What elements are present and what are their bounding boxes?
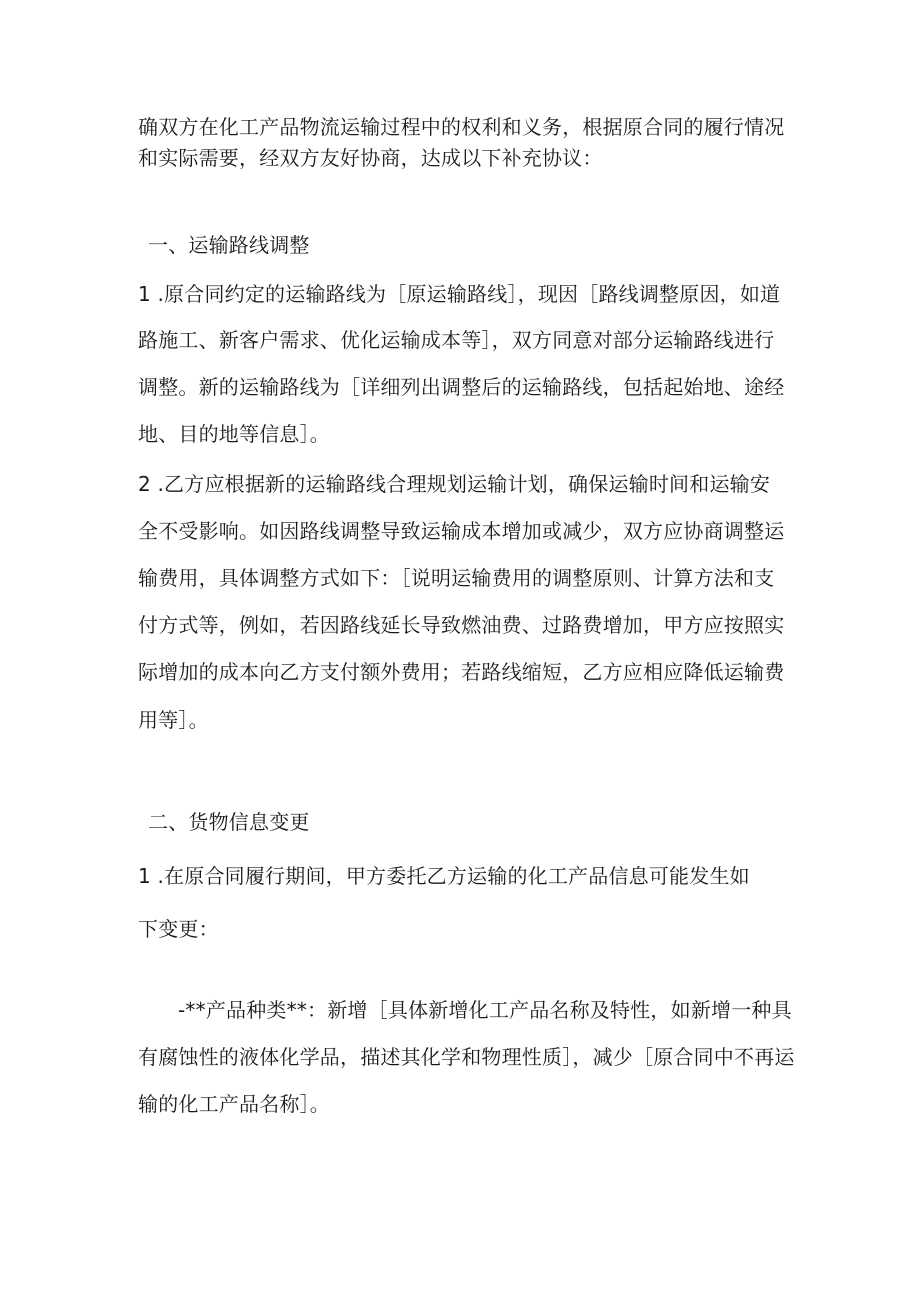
section-1-item-2-line-2: 全不受影响。如因路线调整导致运输成本增加或减少，双方应协商调整运 (138, 519, 785, 543)
section-1-item-1-line-4: 地、目的地等信息］。 (138, 422, 330, 446)
section-2-item-1-line-2: 下变更： (138, 917, 219, 941)
section-1-item-2-line-4: 付方式等，例如，若因路线延长导致燃油费、过路费增加，甲方应按照实 (138, 613, 785, 637)
section-1-item-1-line-3: 调整。新的运输路线为［详细列出调整后的运输路线，包括起始地、途经 (138, 375, 785, 399)
section-1-heading: 一、运输路线调整 (148, 233, 310, 257)
bullet-1-line-1: -**产品种类**：新增［具体新增化工产品名称及特性，如新增一种具 (178, 998, 792, 1022)
bullet-1-line-3: 输的化工产品名称］。 (138, 1092, 330, 1116)
section-1-item-1-line-1: 1 .原合同约定的运输路线为［原运输路线］，现因［路线调整原因，如道 (138, 282, 781, 306)
bullet-1-line-2: 有腐蚀性的液体化学品，描述其化学和物理性质］，减少［原合同中不再运 (138, 1045, 795, 1069)
section-1-item-1-line-2: 路施工、新客户需求、优化运输成本等］，双方同意对部分运输路线进行 (138, 328, 775, 352)
section-1-item-2-line-3: 输费用，具体调整方式如下：［说明运输费用的调整原则、计算方法和支 (138, 566, 775, 590)
section-2-heading: 二、货物信息变更 (148, 810, 310, 834)
section-2-item-1-line-1: 1 .在原合同履行期间，甲方委托乙方运输的化工产品信息可能发生如 (138, 864, 750, 888)
intro-line-2: 和实际需要，经双方友好协商，达成以下补充协议： (138, 146, 603, 170)
intro-line-1: 确双方在化工产品物流运输过程中的权利和义务，根据原合同的履行情况 (138, 115, 785, 139)
section-1-item-2-line-6: 用等］。 (138, 708, 209, 732)
section-1-item-2-line-1: 2 .乙方应根据新的运输路线合理规划运输计划，确保运输时间和运输安 (138, 472, 771, 496)
section-1-item-2-line-5: 际增加的成本向乙方支付额外费用；若路线缩短，乙方应相应降低运输费 (138, 660, 785, 684)
